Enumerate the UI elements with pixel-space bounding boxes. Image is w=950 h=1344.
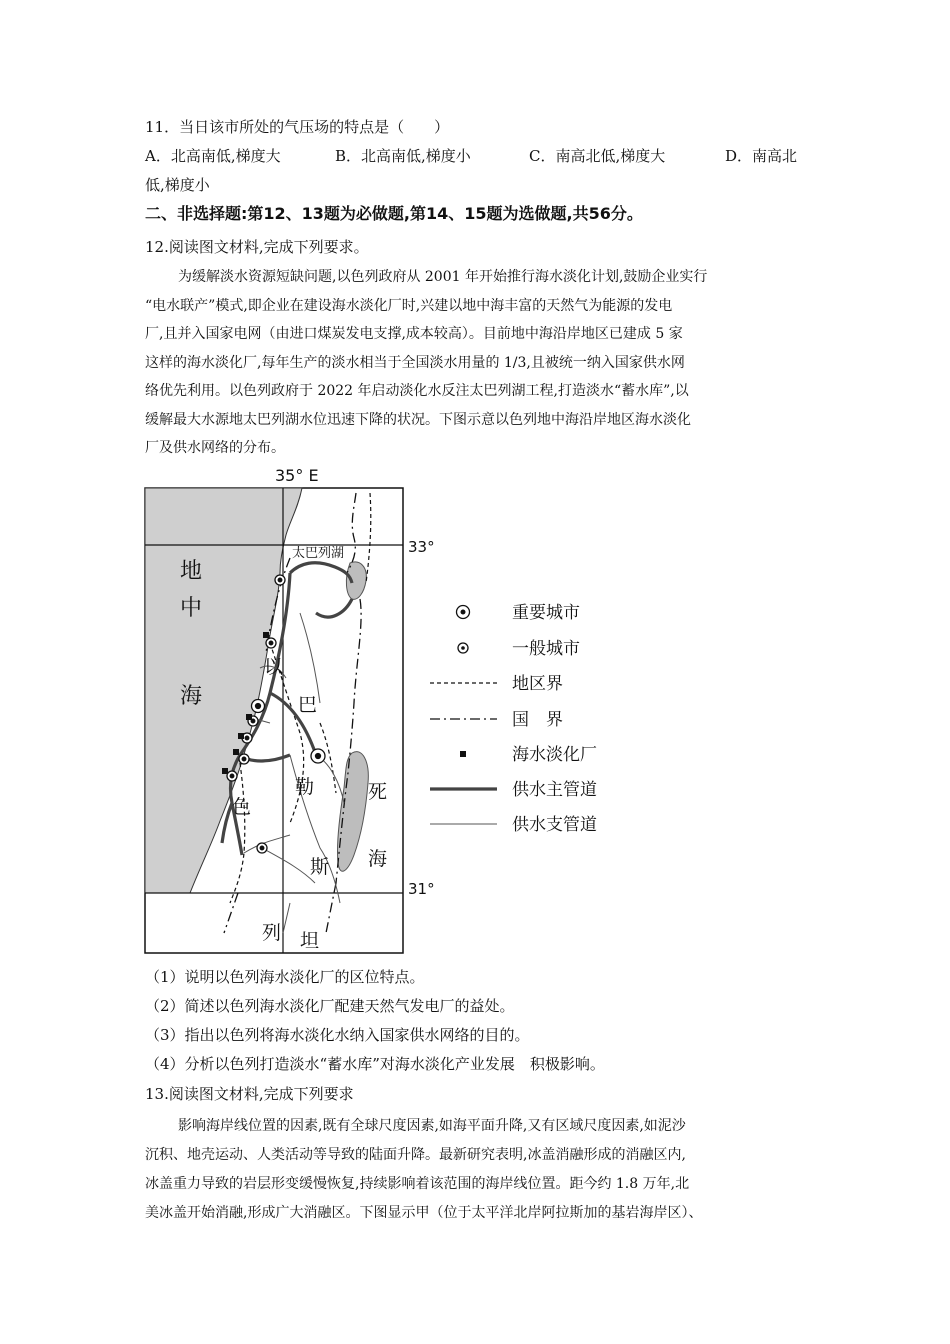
q12-paragraph-line: 这样的海水淡化厂,每年生产的淡水相当于全国淡水用量的 1/3,且被统一纳入国家供水网 xyxy=(145,355,685,371)
legend-major-city: 重要城市 xyxy=(512,603,580,623)
q12-paragraph-line: 络优先利用。以色列政府于 2022 年启动淡化水反注太巴列湖工程,打造淡水“蓄水库”,以 xyxy=(145,383,689,399)
map-legend xyxy=(430,603,597,835)
lat-31-label: 31° xyxy=(408,880,435,898)
q13-paragraph-line: 冰盖重力导致的岩层形变缓慢恢复,持续影响着该范围的海岸线位置。距今约 1.8 万年,北 xyxy=(145,1176,690,1192)
q13-paragraph-line: 影响海岸线位置的因素,既有全球尺度因素,如海平面升降,又有区域尺度因素,如泥沙 xyxy=(178,1118,686,1134)
q12-subquestion: （1）说明以色列海水淡化厂的区位特点。 xyxy=(145,968,425,986)
sea-label-char: 中 xyxy=(180,596,203,621)
dead-sea-label-char: 死 xyxy=(368,781,388,803)
palestine-label-char: 巴 xyxy=(298,694,318,716)
q12-stem: 12.阅读图文材料,完成下列要求。 xyxy=(145,238,369,256)
legend-city: 一般城市 xyxy=(512,639,580,659)
legend-plant: 海水淡化厂 xyxy=(512,745,597,765)
q11-options xyxy=(145,145,797,167)
israel-label-char: 列 xyxy=(262,922,282,944)
israel-label-char: 色 xyxy=(232,796,252,818)
q11-option-d-continued: 低,梯度小 xyxy=(145,176,210,194)
q12-subquestion: （3）指出以色列将海水淡化水纳入国家供水网络的目的。 xyxy=(145,1026,530,1044)
palestine-label-char: 斯 xyxy=(310,856,330,878)
q11-option-d[interactable]: D．南高北 xyxy=(725,147,798,165)
q11-stem: 11．当日该市所处的气压场的特点是（ ） xyxy=(145,118,450,136)
palestine-label-char: 勒 xyxy=(295,776,315,798)
legend-branch-pipe: 供水支管道 xyxy=(512,815,597,835)
q12-paragraph-line: 厂及供水网络的分布。 xyxy=(145,440,285,456)
legend-region-border: 地区界 xyxy=(512,674,563,694)
dead-sea-label-char: 海 xyxy=(368,848,388,870)
sea-label-char: 海 xyxy=(180,684,203,709)
lat-33-label: 33° xyxy=(408,538,435,556)
q12-paragraph-line: “电水联产”模式,即企业在建设海水淡化厂时,兴建以地中海丰富的天然气为能源的发电 xyxy=(145,298,673,314)
israel-desalination-map xyxy=(140,463,630,960)
q13-paragraph-line: 沉积、地壳运动、人类活动等导致的陆面升降。最新研究表明,冰盖消融形成的消融区内, xyxy=(145,1147,686,1163)
q12-paragraph-line: 为缓解淡水资源短缺问题,以色列政府从 2001 年开始推行海水淡化计划,鼓励企业实行 xyxy=(178,269,708,285)
q12-paragraph-line: 厂,且并入国家电网（由进口煤炭发电支撑,成本较高）。目前地中海沿岸地区已建成 5 家 xyxy=(145,326,683,342)
section-2-heading: 二、非选择题:第12、13题为必做题,第14、15题为选做题,共56分。 xyxy=(145,204,643,223)
q12-subquestion: （4）分析以色列打造淡水“蓄水库”对海水淡化产业发展 积极影响。 xyxy=(145,1055,605,1073)
israel-label-char: 以 xyxy=(264,656,284,678)
palestine-label-char: 坦 xyxy=(300,930,320,952)
q12-paragraph-line: 缓解最大水源地太巴列湖水位迅速下降的状况。下图示意以色列地中海沿岸地区海水淡化 xyxy=(145,412,691,428)
sea-label-char: 地 xyxy=(180,559,203,584)
legend-main-pipe: 供水主管道 xyxy=(512,780,597,800)
q11-option-b[interactable]: B．北高南低,梯度小 xyxy=(335,147,471,165)
legend-national-border: 国 界 xyxy=(512,710,563,730)
q12-subquestion: （2）简述以色列海水淡化厂配建天然气发电厂的益处。 xyxy=(145,997,515,1015)
q13-stem: 13.阅读图文材料,完成下列要求 xyxy=(145,1085,354,1103)
lon-label: 35° E xyxy=(275,466,319,485)
q11-option-a[interactable]: A．北高南低,梯度大 xyxy=(145,147,281,165)
q13-paragraph-line: 美冰盖开始消融,形成广大消融区。下图显示甲（位于太平洋北岸阿拉斯加的基岩海岸区）、 xyxy=(145,1205,703,1221)
lake-tiberias-label: 太巴列湖 xyxy=(292,546,345,561)
q11-option-c[interactable]: C．南高北低,梯度大 xyxy=(529,147,666,165)
